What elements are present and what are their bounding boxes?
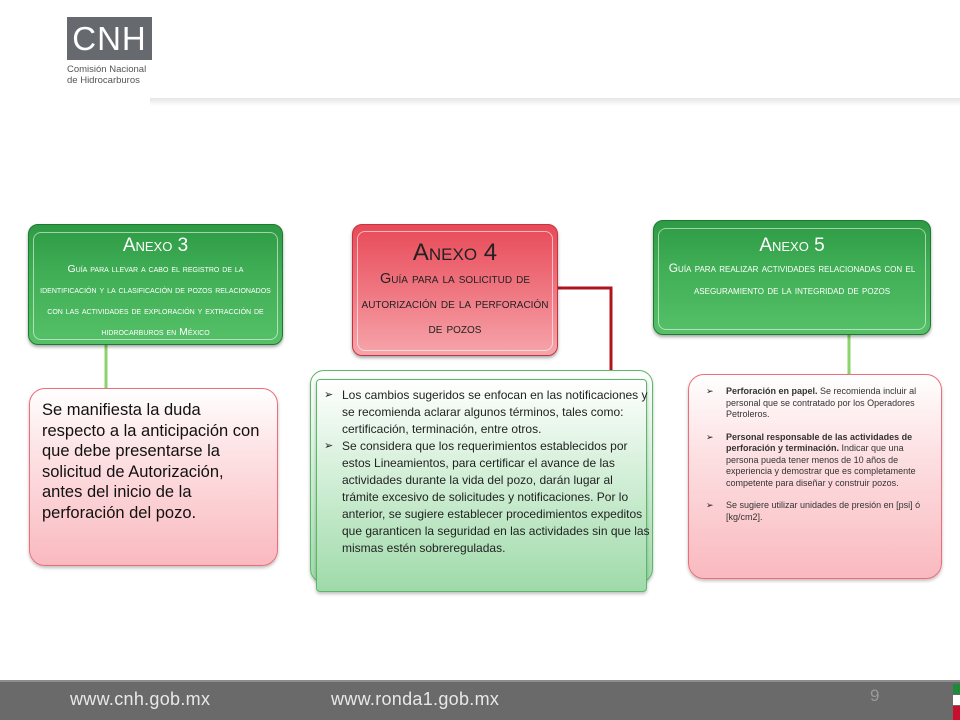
anexo3-subtitle: Guía para llevar a cabo el registro de la identificación y la clasificación de pozos relacionados con las actividades de exploración y extracción de hidrocarburos en México (40, 263, 271, 338)
anexo5-header (653, 220, 931, 335)
anexo4-title: Anexo 4 (412, 239, 498, 266)
bullet-arrow-icon: ➢ (706, 431, 714, 442)
anexo5-bullet-list (704, 386, 936, 534)
anexo4-bullet-1-text: Los cambios sugeridos se enfocan en las notificaciones y se recomienda aclarar algunos términos, tales como: certificación, terminación, entre otros. (342, 388, 648, 436)
flag-white-stripe (953, 695, 960, 705)
anexo3-header (28, 224, 283, 345)
flag-red-stripe (953, 706, 960, 720)
anexo5-bullet-2-bold: Personal responsable de las actividades de perforación y terminación. (726, 431, 913, 453)
anexo5-bullet-3 (704, 500, 936, 523)
bullet-arrow-icon: ➢ (324, 440, 334, 452)
anexo5-bullet-3-text: Se sugiere utilizar unidades de presión en [psi] ó [kg/cm2]. (726, 500, 921, 522)
anexo4-inner-frame (357, 231, 553, 351)
anexo5-inner-frame (658, 228, 926, 330)
bullet-arrow-icon: ➢ (706, 386, 714, 396)
flag-green-stripe (953, 684, 960, 694)
footer-url-ronda1[interactable]: www.ronda1.gob.mx (331, 689, 500, 709)
connector-anexo4 (556, 288, 611, 370)
bullet-arrow-icon: ➢ (706, 500, 714, 510)
anexo4-bullet-list (322, 387, 652, 557)
anexo5-bullet-1 (704, 386, 936, 421)
anexo4-bullet-1 (322, 387, 652, 438)
anexo5-bullet-1-bold: Perforación en papel. (726, 386, 818, 396)
anexo5-bullet-1-text: Se recomienda incluir al personal que se contratado por los Operadores Petroleros. (726, 386, 917, 419)
anexo3-body: Se manifiesta la duda respecto a la anticipación con que debe presentarse la solicitud de Autorización, antes del inicio de la perforación del pozo. (42, 401, 260, 522)
anexo4-header (352, 224, 558, 356)
anexo5-bullet-2-text: Indicar que una persona pueda tener menos de 10 años de experiencia y demostrar que es completamente competente para diseñar y construir pozos. (726, 443, 916, 488)
anexo4-bullet-2 (322, 438, 652, 557)
bullet-arrow-icon: ➢ (324, 389, 334, 401)
logo-acronym: CNH (72, 19, 147, 57)
anexo4-bullet-2-text: Se considera que los requerimientos establecidos por estos Lineamientos, para certificar el avance de las actividades durante la vida del pozo, darán lugar al trámite excesivo de solicitudes y notificaciones. Por lo anterior, se sugiere establecer procedimientos expeditos que garanticen la seguridad en las actividades sin que las mismas estén sobrereguladas. (342, 439, 650, 555)
anexo4-subtitle: Guía para la solicitud de autorización de la perforación de pozos (361, 271, 549, 337)
logo-line-2: de Hidrocarburos (67, 75, 140, 86)
anexo5-title: Anexo 5 (759, 235, 825, 256)
footer-top-line (0, 680, 960, 682)
page-number: 9 (870, 686, 880, 705)
anexo3-title: Anexo 3 (122, 235, 189, 256)
logo-line-1: Comisión Nacional (67, 64, 147, 75)
anexo5-subtitle: Guía para realizar actividades relacionadas con el aseguramiento de la integridad de pozos (668, 261, 916, 297)
footer-url-cnh[interactable]: www.cnh.gob.mx (70, 689, 211, 709)
anexo3-inner-frame (33, 232, 278, 340)
anexo5-bullet-2 (704, 432, 936, 490)
